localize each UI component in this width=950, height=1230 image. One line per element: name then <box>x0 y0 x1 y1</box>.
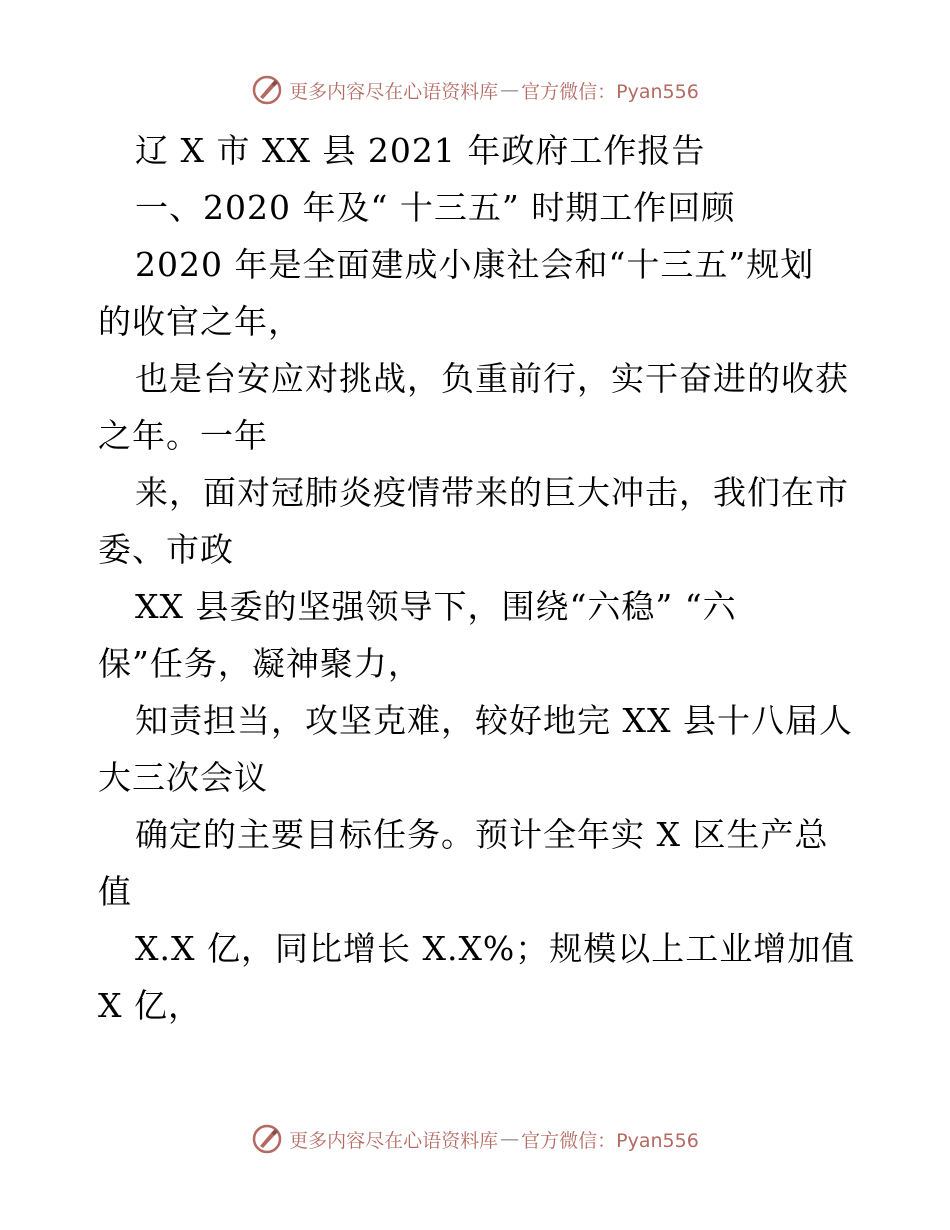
paragraph-line: 委、市政 <box>98 530 234 569</box>
watermark-contact: 官方微信：Pyan556 <box>521 80 699 103</box>
watermark-separator: — <box>500 1128 520 1150</box>
watermark-header <box>0 72 950 108</box>
section-heading: 一、2020 年及“ 十三五” 时期工作回顾 <box>135 188 736 227</box>
paragraph-line: 也是台安应对挑战，负重前行，实干奋进的收获 <box>135 359 849 398</box>
paragraph-line: 大三次会议 <box>98 758 268 797</box>
paragraph-line: X 亿， <box>98 986 202 1025</box>
paragraph-line: X.X 亿，同比增长 X.X%；规模以上工业增加值 <box>135 929 856 968</box>
paragraph-line: 之年。一年 <box>98 416 268 455</box>
paragraph-line: 值 <box>98 872 132 911</box>
paragraph-line: 的收官之年， <box>98 302 302 341</box>
paragraph-line: 来，面对冠肺炎疫情带来的巨大冲击，我们在市 <box>135 473 849 512</box>
watermark-contact: 官方微信：Pyan556 <box>521 1129 699 1152</box>
pen-seal-icon <box>251 74 283 106</box>
paragraph-line: 知责担当，攻坚克难，较好地完 XX 县十八届人 <box>135 701 853 740</box>
paragraph-line: XX 县委的坚强领导下，围绕“六稳” “六 <box>135 587 737 626</box>
pen-seal-icon <box>251 1123 283 1155</box>
watermark-text: 更多内容尽在心语资料库 <box>289 80 499 103</box>
document-title: 辽 X 市 XX 县 2021 年政府工作报告 <box>135 131 706 170</box>
paragraph-line: 2020 年是全面建成小康社会和“十三五”规划 <box>135 245 815 284</box>
watermark-footer <box>0 1121 950 1157</box>
watermark-text: 更多内容尽在心语资料库 <box>289 1129 499 1152</box>
document-body <box>98 122 858 1034</box>
paragraph-line: 保”任务，凝神聚力， <box>98 644 422 683</box>
watermark-separator: — <box>500 79 520 101</box>
paragraph-line: 确定的主要目标任务。预计全年实 X 区生产总 <box>135 815 829 854</box>
